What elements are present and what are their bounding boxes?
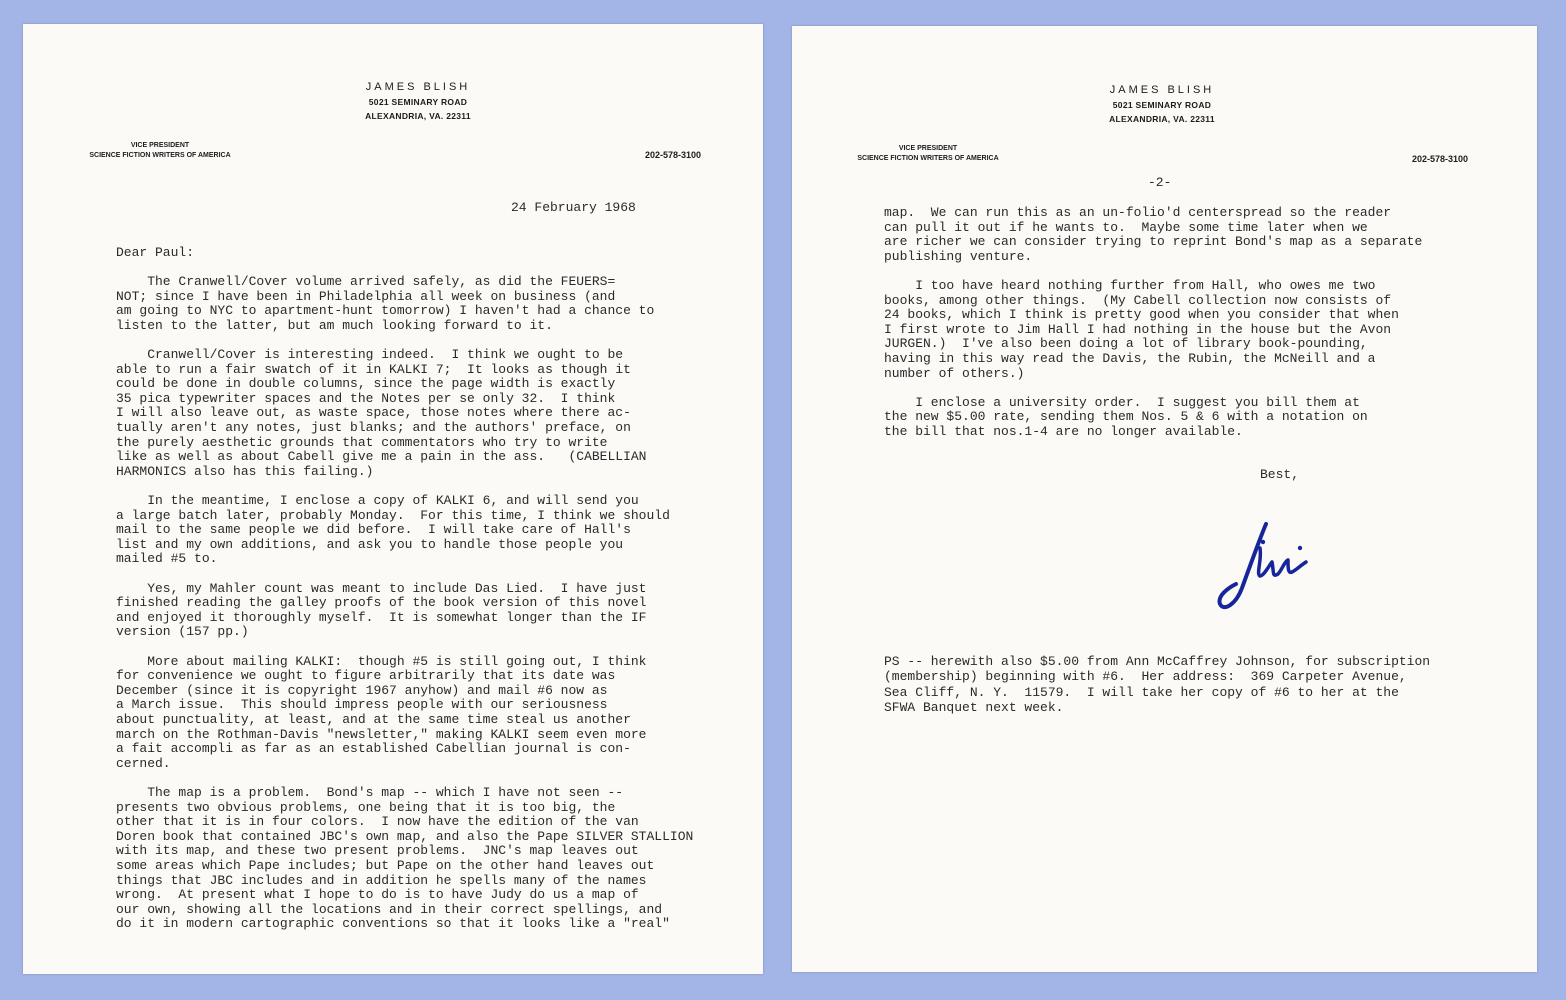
text-line: and enjoyed it thoroughly myself. It is somewhat longer than the IF [116, 609, 647, 625]
text-line: map. We can run this as an un-folio'd centerspread so the reader [884, 205, 1392, 220]
text-line: Yes, my Mahler count was meant to include Das Lied. I have just [116, 580, 647, 596]
text-line: listen to the latter, but am much looking forward to it. [116, 317, 553, 333]
text-line: I too have heard nothing further from Hall, who owes me two [884, 278, 1376, 293]
text-line: Cranwell/Cover is interesting indeed. I think we ought to be [116, 347, 624, 362]
text-line: More about mailing KALKI: though #5 is still going out, I think [116, 653, 647, 669]
text-line: other that it is in four colors. I now have the edition of the van [116, 814, 639, 830]
text-line: JURGEN.) I've also been doing a lot of library book-pounding, [884, 336, 1368, 352]
text-line: version (157 pp.) [116, 624, 249, 640]
text-line: (membership) beginning with #6. Her address: 369 Carpeter Avenue, [884, 669, 1407, 685]
letterhead-name: JAMES BLISH [1109, 84, 1215, 96]
text-line: SFWA Banquet next week. [884, 700, 1064, 716]
text-line: like as well as about Cabell give me a pain in the ass. (CABELLIAN [116, 449, 647, 465]
letterhead-name: JAMES BLISH [365, 81, 471, 93]
text-line: able to run a fair swatch of it in KALKI 7; It looks as though it [116, 361, 631, 377]
text-line: NOT; since I have been in Philadelphia all week on business (and [116, 288, 616, 304]
text-line: publishing venture. [884, 248, 1033, 264]
salutation: Dear Paul: [116, 245, 195, 260]
text-line: list and my own additions, and ask you to handle those people you [116, 536, 624, 552]
text-line: for convenience we ought to figure arbitrarily that its date was [116, 668, 616, 684]
text-line: December (since it is copyright 1967 anyhow) and mail #6 now as [116, 682, 608, 698]
letterhead-city: ALEXANDRIA, VA. 22311 [1109, 114, 1215, 124]
letter-page-2 [792, 26, 1537, 972]
text-line: I enclose a university order. I suggest you bill them at [884, 394, 1360, 410]
text-line: mailed #5 to. [116, 551, 218, 567]
text-line: finished reading the galley proofs of the book version of this novel [116, 595, 647, 611]
text-line: the new $5.00 rate, sending them Nos. 5 & 6 with a notation on [884, 409, 1368, 425]
text-line: I will also leave out, as waste space, those notes where there ac- [116, 405, 631, 421]
text-line: a large batch later, probably Monday. For this time, I think we should [116, 507, 670, 523]
signature [1216, 518, 1326, 618]
text-line: 35 pica typewriter spaces and the Notes per se only 32. I think [116, 390, 616, 406]
text-line: could be done in double columns, since the page width is exactly [116, 376, 616, 392]
text-line: The Cranwell/Cover volume arrived safely, as did the FEUERS= [116, 274, 616, 289]
text-line: march on the Rothman-Davis "newsletter," making KALKI seem even more [116, 726, 647, 742]
text-line: about punctuality, at least, and at the same time steal us another [116, 712, 631, 727]
letterhead-phone: 202-578-3100 [1412, 154, 1469, 164]
text-line: mail to the same people we did before. I will take care of Hall's [116, 522, 631, 538]
text-line: am going to NYC to apartment-hunt tomorrow) I haven't had a chance to [116, 303, 655, 319]
text-line: do it in modern cartographic conventions so that it looks like a "real" [116, 916, 670, 932]
text-line: Sea Cliff, N. Y. 11579. I will take her copy of #6 to her at the [884, 684, 1399, 700]
text-line: having in this way read the Davis, the Rubin, the McNeill and a [884, 351, 1376, 366]
letterhead-street: 5021 SEMINARY ROAD [368, 97, 468, 107]
text-line: In the meantime, I enclose a copy of KALKI 6, and will send you [116, 493, 639, 508]
page-number: -2- [1148, 175, 1172, 190]
text-line: a March issue. This should impress people with our seriousness [116, 697, 608, 713]
closing: Best, [1260, 467, 1300, 482]
text-line: things that JBC includes and in addition he spells many of the names [116, 872, 647, 888]
text-line: are richer we can consider trying to reprint Bond's map as a separate [884, 234, 1423, 250]
text-line: our own, showing all the locations and in their correct spellings, and [116, 901, 663, 917]
letterhead-street: 5021 SEMINARY ROAD [1112, 100, 1212, 110]
text-line: books, among other things. (My Cabell collection now consists of [884, 292, 1392, 308]
letter-date: 24 February 1968 [511, 200, 636, 215]
text-line: with its map, and these two present problems. JNC's map leaves out [116, 843, 639, 859]
text-line: presents two obvious problems, one being that it is too big, the [116, 799, 616, 815]
text-line: cerned. [116, 755, 171, 771]
text-line: PS -- herewith also $5.00 from Ann McCaffrey Johnson, for subscription [884, 654, 1431, 669]
text-line: can pull it out if he wants to. Maybe some time later when we [884, 219, 1368, 235]
letterhead-city: ALEXANDRIA, VA. 22311 [365, 111, 471, 121]
letterhead-phone: 202-578-3100 [645, 150, 702, 160]
letterhead-role: VICE PRESIDENT [898, 145, 958, 152]
text-line: number of others.) [884, 365, 1025, 381]
text-line: HARMONICS also has this failing.) [116, 463, 374, 479]
text-line: wrong. At present what I hope to do is to have Judy do us a map of [116, 887, 639, 903]
text-line: a fait accompli as far as an established Cabellian journal is con- [116, 741, 631, 757]
text-line: Doren book that contained JBC's own map, and also the Pape SILVER STALLION [116, 828, 694, 844]
letter-page-1 [23, 24, 763, 974]
letterhead-role: VICE PRESIDENT [130, 142, 190, 149]
letterhead-org: SCIENCE FICTION WRITERS OF AMERICA [89, 152, 231, 159]
signature-drawing [1216, 518, 1326, 618]
text-line: the purely aesthetic grounds that commentators who try to write [116, 434, 608, 450]
letterhead-org: SCIENCE FICTION WRITERS OF AMERICA [857, 155, 999, 162]
text-line: the bill that nos.1-4 are no longer available. [884, 424, 1243, 439]
text-line: I first wrote to Jim Hall I had nothing in the house but the Avon [884, 321, 1392, 337]
text-line: The map is a problem. Bond's map -- which I have not seen -- [116, 785, 624, 800]
text-line: tually aren't any notes, just blanks; and the authors' preface, on [116, 420, 631, 435]
text-line: 24 books, which I think is pretty good when you consider that when [884, 307, 1399, 323]
text-line: some areas which Pape includes; but Pape on the other hand leaves out [116, 858, 655, 873]
